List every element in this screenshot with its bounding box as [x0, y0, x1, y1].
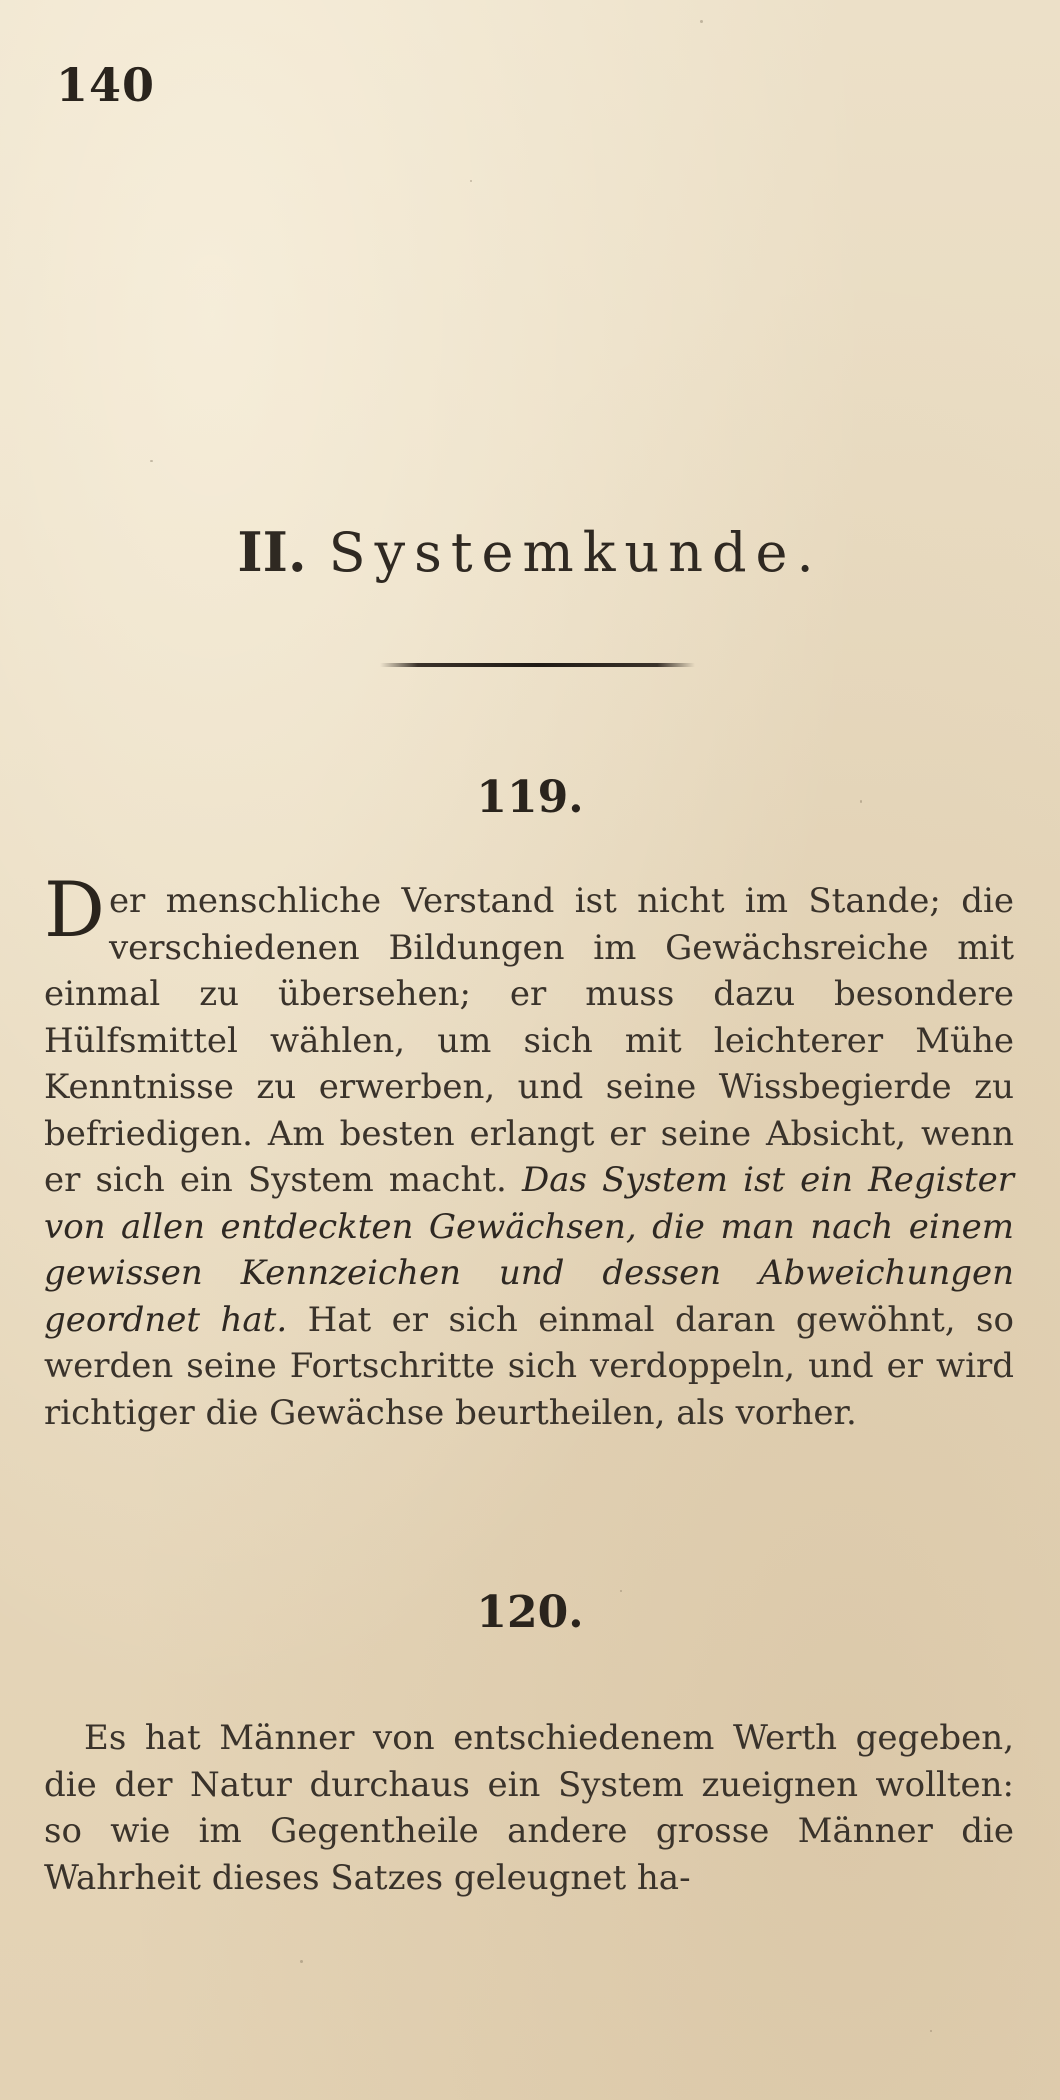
paper-speck — [930, 2030, 932, 2032]
paragraph-text — [44, 865, 1015, 1436]
paper-speck — [620, 1590, 622, 1592]
paragraph-number: 119. — [476, 772, 584, 823]
paragraph-number: 120. — [476, 1587, 584, 1638]
paper-speck — [700, 20, 703, 23]
paragraph-definition: Das System ist ein Register von allen entdeckten Gewächsen, die man nach einem gewissen Kennzeichen und dessen Abweichungen geordnet hat. — [44, 1160, 1015, 1340]
section-title — [0, 520, 1060, 584]
section-roman-numeral: II. — [237, 520, 307, 584]
paper-speck — [300, 1960, 303, 1963]
paper-speck — [150, 460, 153, 462]
paragraph-body-continued: Hat er sich einmal daran gewöhnt, so werden seine Fortschritte sich verdoppeln, und er wird richtiger die Gewächse beurtheilen, als vorher. — [44, 1299, 1014, 1433]
section-name: Systemkunde. — [328, 521, 823, 584]
paper-speck — [470, 180, 472, 182]
page-number: 140 — [56, 58, 156, 112]
paragraph-body: er menschliche Verstand ist nicht im Stande; die verschiedenen Bildungen im Gewächsreiche mit einmal zu übersehen; er muss dazu besondere Hülfsmittel wählen, um sich mit leichterer Mühe Kenntnisse zu erwerben, und seine Wissbegierde zu befriedigen. Am besten erlangt er seine Absicht, wenn er sich ein System macht. — [44, 881, 1014, 1200]
paper-speck — [860, 800, 862, 803]
drop-cap: D — [44, 865, 105, 954]
paragraph-text: Es hat Männer von entschiedenem Werth gegeben, die der Natur durchaus ein System zueignen wollten: so wie im Gegentheile andere grosse Männer die Wahrheit dieses Satzes geleugnet ha- — [44, 1718, 1014, 1898]
section-divider — [380, 663, 695, 667]
